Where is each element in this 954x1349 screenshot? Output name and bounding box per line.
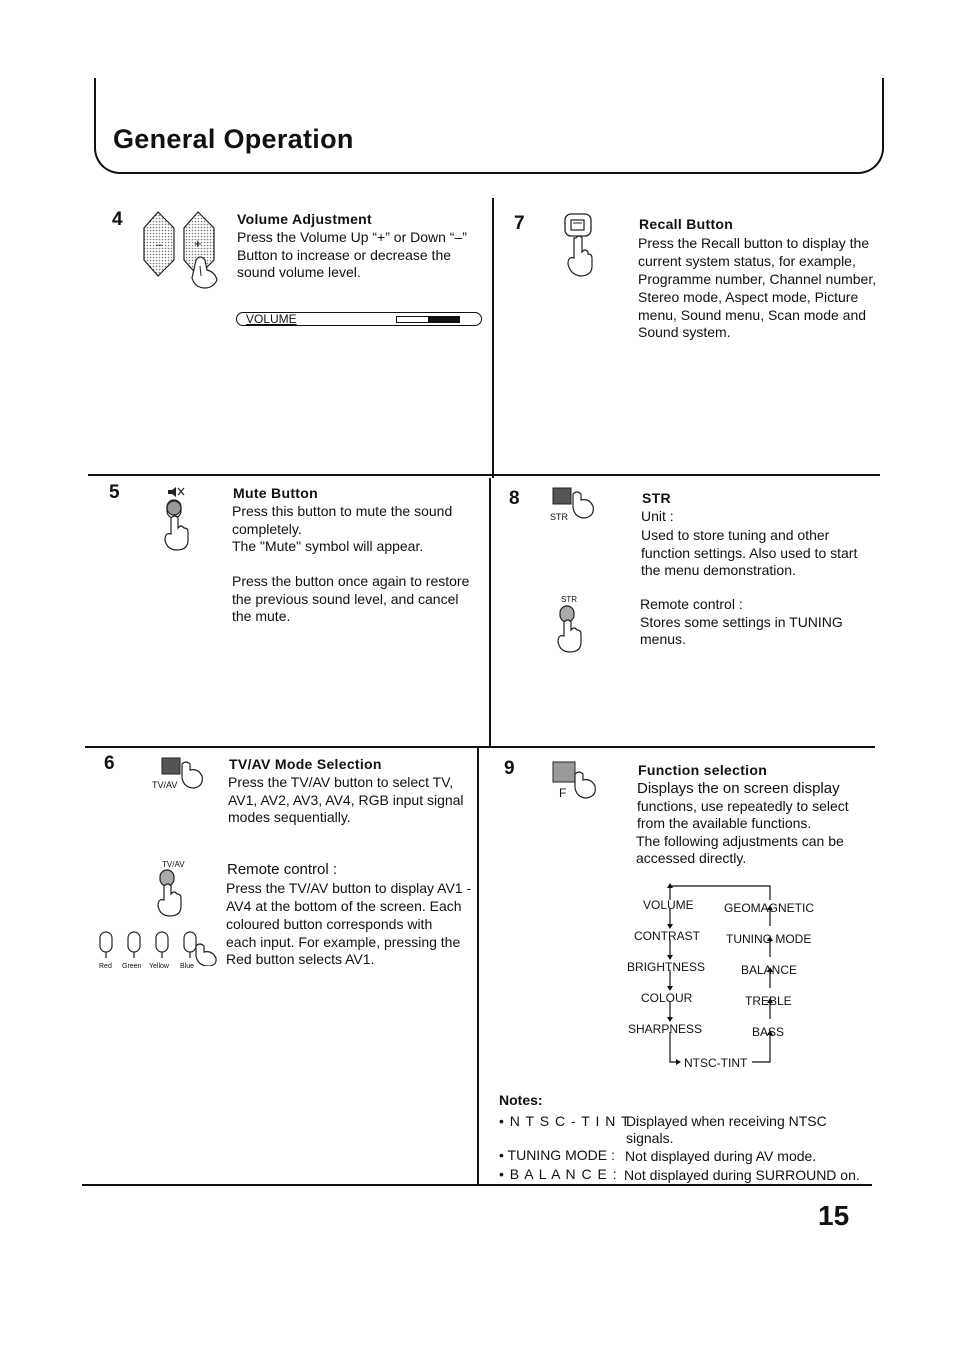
flow-item-brightness: BRIGHTNESS — [627, 960, 706, 974]
function-description-line-3: from the available functions. — [637, 815, 812, 831]
section-title-recall: Recall Button — [639, 216, 734, 232]
mute-button-icon — [162, 486, 194, 557]
flow-item-contrast: CONTRAST — [634, 929, 700, 943]
svg-text:+: + — [194, 236, 202, 251]
section-title-mute: Mute Button — [233, 485, 318, 501]
flow-item-bass: BASS — [752, 1025, 785, 1039]
volume-osd-fill — [428, 317, 459, 322]
recall-description-line-4: Stereo mode, Aspect mode, Picture — [638, 289, 859, 305]
section-number-9: 9 — [504, 758, 515, 779]
section-number-7: 7 — [514, 213, 525, 234]
flow-item-tuning-mode: TUNING MODE — [726, 932, 812, 946]
divider-vertical-top — [492, 198, 494, 478]
divider-horizontal-1 — [88, 474, 880, 476]
section-title-str: STR — [642, 490, 671, 506]
function-description-line-2: functions, use repeatedly to select — [637, 798, 849, 814]
recall-description-line-1: Press the Recall button to display the — [638, 235, 870, 251]
section-number-6: 6 — [104, 753, 115, 774]
tvav-remote-line-5: each input. For example, pressing the — [226, 934, 461, 950]
mute-restore-line-3: the mute. — [232, 608, 291, 624]
flow-item-geomagnetic: GEOMAGNETIC — [724, 901, 815, 915]
volume-description-line-2: Button to increase or decrease the — [237, 247, 452, 263]
str-unit-line-1: Unit : — [641, 508, 674, 524]
tvav-remote-line-6: Red button selects AV1. — [226, 951, 375, 967]
section-number-8: 8 — [509, 488, 520, 509]
colour-button-label-red: Red — [99, 963, 112, 970]
section-number-4: 4 — [112, 209, 123, 230]
note-ntsc-text: Displayed when receiving NTSC — [626, 1113, 827, 1129]
svg-text:–: – — [156, 239, 163, 251]
flow-item-treble: TREBLE — [745, 994, 792, 1008]
recall-description-line-6: Sound system. — [638, 324, 731, 340]
tvav-unit-icon-label: TV/AV — [152, 780, 178, 790]
volume-osd-label: VOLUME — [246, 312, 297, 326]
note-ntsc-key: • N T S C - T I N T : — [499, 1113, 641, 1129]
divider-horizontal-3 — [82, 1184, 872, 1186]
str-remote-line-2: Stores some settings in TUNING — [640, 614, 843, 630]
recall-description-line-5: menu, Sound menu, Scan mode and — [638, 307, 867, 323]
str-remote-button-icon — [556, 604, 588, 661]
flow-item-volume: VOLUME — [643, 898, 694, 912]
function-icon-label: F — [559, 786, 567, 800]
note-balance-text: Not displayed during SURROUND on. — [624, 1167, 860, 1183]
volume-description-line-3: sound volume level. — [237, 264, 361, 280]
flow-item-sharpness: SHARPNESS — [628, 1022, 703, 1036]
volume-description-line-1: Press the Volume Up “+” or Down “–” — [237, 229, 467, 245]
note-tuning-text: Not displayed during AV mode. — [625, 1148, 817, 1164]
tvav-description-line-1: Press the TV/AV button to select TV, — [228, 774, 454, 790]
flow-item-ntsc-tint: NTSC-TINT — [684, 1056, 748, 1070]
tvav-remote-line-4: coloured button corresponds with — [226, 916, 433, 932]
str-unit-line-3: function settings. Also used to start — [641, 545, 858, 561]
mute-description-line-1: Press this button to mute the sound — [232, 503, 453, 519]
recall-description-line-2: current system status, for example, — [638, 253, 856, 269]
tvav-description-line-2: AV1, AV2, AV3, AV4, RGB input signal — [228, 792, 464, 808]
divider-vertical-middle — [489, 478, 491, 748]
str-unit-line-2: Used to store tuning and other — [641, 527, 830, 543]
flow-item-balance: BALANCE — [741, 963, 798, 977]
str-unit-line-4: the menu demonstration. — [641, 562, 796, 578]
divider-vertical-bottom — [477, 748, 479, 1185]
colour-button-label-blue: Blue — [180, 963, 195, 970]
colour-button-label-green: Green — [122, 963, 142, 970]
page-title: General Operation — [113, 124, 354, 154]
tvav-remote-line-1: Remote control : — [227, 861, 338, 878]
function-description-line-4: The following adjustments can be — [636, 833, 844, 849]
note-ntsc-cont: signals. — [626, 1130, 674, 1146]
recall-description-line-3: Programme number, Channel number, — [638, 271, 877, 287]
mute-description-line-3: The "Mute" symbol will appear. — [232, 538, 424, 554]
str-remote-line-1: Remote control : — [640, 596, 743, 612]
function-description-line-5: accessed directly. — [636, 850, 747, 866]
str-remote-line-3: menus. — [640, 631, 686, 647]
divider-horizontal-2 — [85, 746, 875, 748]
note-balance-key: • B A L A N C E : — [499, 1166, 618, 1182]
colour-button-label-yellow: Yellow — [149, 963, 169, 970]
notes-title: Notes: — [499, 1092, 543, 1108]
section-title-volume: Volume Adjustment — [237, 211, 372, 227]
mute-description-line-2: completely. — [232, 521, 302, 537]
mute-restore-line-2: the previous sound level, and cancel — [232, 591, 459, 607]
volume-buttons-icon — [140, 208, 222, 295]
flow-item-colour: COLOUR — [641, 991, 693, 1005]
tvav-remote-line-2: Press the TV/AV button to display AV1 - — [226, 880, 472, 896]
section-title-function: Function selection — [638, 762, 768, 778]
section-number-5: 5 — [109, 482, 120, 503]
mute-restore-line-1: Press the button once again to restore — [232, 573, 470, 589]
recall-button-icon — [562, 212, 598, 283]
tvav-description-line-3: modes sequentially. — [228, 809, 351, 825]
tvav-remote-line-3: AV4 at the bottom of the screen. Each — [226, 898, 462, 914]
function-description-line-1: Displays the on screen display — [637, 780, 840, 797]
tvav-remote-icon-label: TV/AV — [162, 860, 185, 869]
note-tuning-key: • TUNING MODE : — [499, 1147, 615, 1163]
page-number: 15 — [818, 1200, 850, 1231]
tvav-remote-button-icon — [156, 868, 188, 925]
str-remote-icon-label: STR — [561, 595, 577, 604]
str-unit-icon-label: STR — [550, 512, 568, 522]
section-title-tvav: TV/AV Mode Selection — [229, 756, 382, 772]
